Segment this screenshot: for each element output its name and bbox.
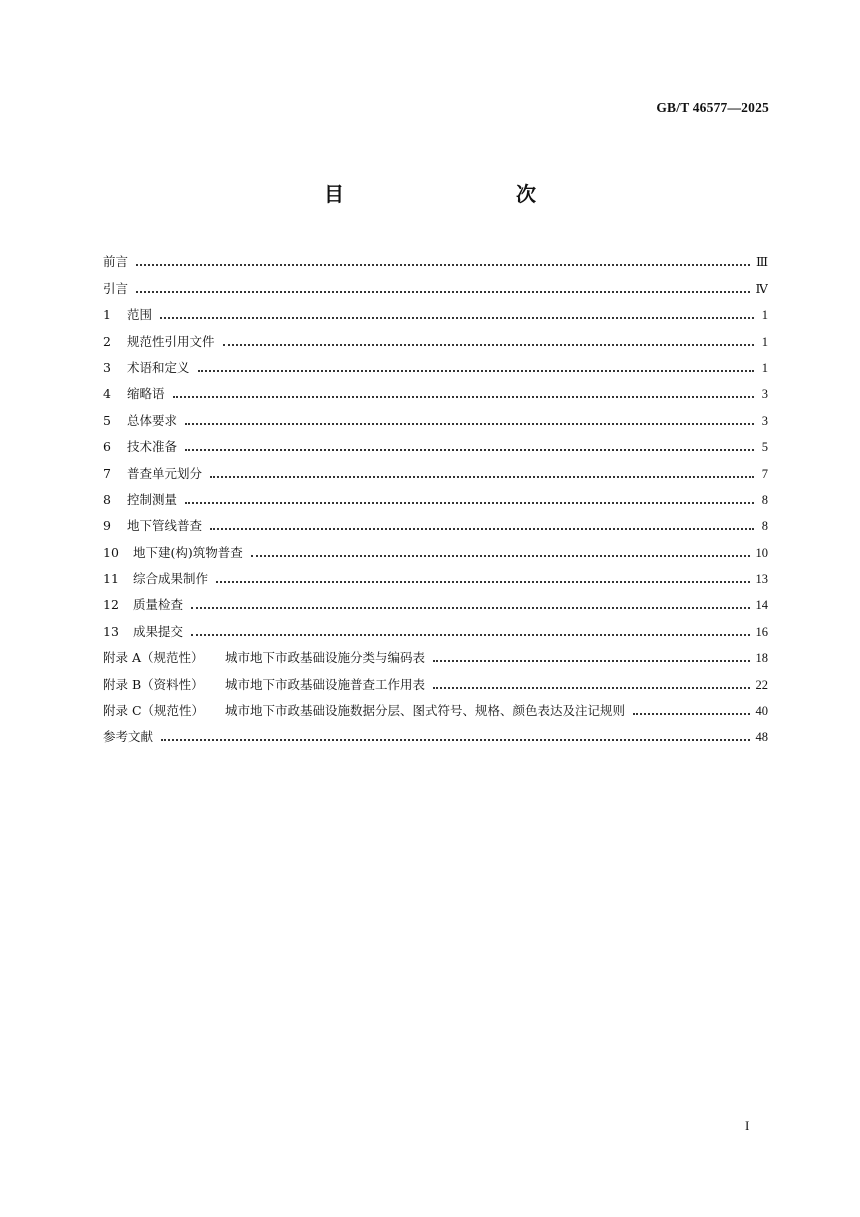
toc-entry-references[interactable] <box>103 719 768 745</box>
toc-entry-foreword[interactable] <box>103 244 768 270</box>
toc-entry-page: 40 <box>755 704 768 719</box>
toc-leader-dots <box>136 264 750 266</box>
toc-entry-9[interactable] <box>103 508 768 534</box>
toc-entry-8[interactable] <box>103 482 768 508</box>
toc-entry-number: 9 <box>103 518 111 534</box>
toc-entry-label: 普查单元划分 <box>127 465 203 481</box>
standard-code: GB/T 46577—2025 <box>656 100 769 115</box>
toc-entry-appendix-a[interactable] <box>103 640 768 666</box>
toc-leader-dots <box>223 344 754 346</box>
toc-leader-dots <box>191 607 749 609</box>
toc-entry-12[interactable] <box>103 587 768 613</box>
toc-entry-3[interactable] <box>103 350 768 376</box>
toc-leader-dots <box>433 687 749 689</box>
toc-entry-number: 13 <box>103 623 119 639</box>
toc-leader-dots <box>210 528 754 530</box>
toc-entry-number: 1 <box>103 307 111 323</box>
toc-entry-page: 48 <box>755 730 768 745</box>
toc-entry-page: 18 <box>755 651 768 666</box>
toc-leader-dots <box>160 317 754 319</box>
toc-entry-number: 5 <box>103 412 111 428</box>
toc-entry-1[interactable] <box>103 297 768 323</box>
toc-entry-11[interactable] <box>103 561 768 587</box>
toc-entry-7[interactable] <box>103 455 768 481</box>
toc-entry-label: 总体要求 <box>127 412 178 428</box>
page-number: I <box>745 1118 750 1133</box>
toc-entry-4[interactable] <box>103 376 768 402</box>
toc-entry-number: 12 <box>103 597 119 613</box>
toc-entry-label: 缩略语 <box>127 386 165 402</box>
toc-entry-number: 10 <box>103 544 119 560</box>
toc-entry-10[interactable] <box>103 534 768 560</box>
toc-leader-dots <box>210 476 754 478</box>
toc-entry-page: 8 <box>761 492 768 507</box>
toc-entry-page: 10 <box>755 545 768 560</box>
toc-entry-number: 附录 B（资料性） <box>103 676 204 692</box>
toc-entry-page: Ⅲ <box>755 255 768 270</box>
toc-entry-number: 11 <box>103 571 119 587</box>
toc-leader-dots <box>185 449 754 451</box>
toc-leader-dots <box>433 660 749 662</box>
toc-entry-number: 附录 A（规范性） <box>103 650 204 666</box>
toc-entry-number: 6 <box>103 439 111 455</box>
toc-leader-dots <box>191 634 749 636</box>
toc-entry-page: 8 <box>761 519 768 534</box>
toc-entry-number: 8 <box>103 491 111 507</box>
toc-entry-label: 城市地下市政基础设施数据分层、图式符号、规格、颜色表达及注记规则 <box>225 703 626 719</box>
toc-entry-label: 控制测量 <box>127 491 178 507</box>
toc-leader-dots <box>185 423 754 425</box>
toc-leader-dots <box>185 502 754 504</box>
toc-entry-label: 引言 <box>103 280 129 296</box>
toc-entry-page: 3 <box>761 387 768 402</box>
toc-entry-label: 术语和定义 <box>127 359 190 375</box>
toc-entry-5[interactable] <box>103 402 768 428</box>
toc-entry-6[interactable] <box>103 429 768 455</box>
toc-entry-label: 范围 <box>127 307 153 323</box>
toc-entry-13[interactable] <box>103 613 768 639</box>
toc-entry-label: 前言 <box>103 254 129 270</box>
toc-leader-dots <box>251 555 750 557</box>
toc-entry-appendix-b[interactable] <box>103 666 768 692</box>
toc-entry-page: 13 <box>755 572 768 587</box>
toc-entry-label: 城市地下市政基础设施普查工作用表 <box>225 676 426 692</box>
toc-entry-page: 14 <box>755 598 768 613</box>
toc-entry-page: 1 <box>761 360 768 375</box>
toc-entry-page: 1 <box>761 334 768 349</box>
toc-entry-label: 技术准备 <box>127 439 178 455</box>
toc-leader-dots <box>161 739 749 741</box>
toc-entry-page: 3 <box>761 413 768 428</box>
toc-entry-number: 3 <box>103 359 111 375</box>
toc-entry-number: 4 <box>103 386 111 402</box>
table-of-contents <box>103 244 768 745</box>
toc-entry-label: 城市地下市政基础设施分类与编码表 <box>225 650 426 666</box>
toc-entry-label: 地下建(构)筑物普查 <box>133 544 243 560</box>
toc-entry-page: 1 <box>761 308 768 323</box>
toc-leader-dots <box>216 581 749 583</box>
toc-entry-number: 7 <box>103 465 111 481</box>
toc-entry-page: 22 <box>755 677 768 692</box>
toc-leader-dots <box>198 370 754 372</box>
toc-entry-page: 16 <box>755 624 768 639</box>
toc-entry-label: 地下管线普查 <box>127 518 203 534</box>
toc-entry-number: 2 <box>103 333 111 349</box>
toc-entry-label: 综合成果制作 <box>133 571 209 587</box>
toc-entry-appendix-c[interactable] <box>103 693 768 719</box>
toc-entry-page: 7 <box>761 466 768 481</box>
toc-entry-label: 参考文献 <box>103 729 154 745</box>
toc-leader-dots <box>136 291 749 293</box>
toc-leader-dots <box>633 713 749 715</box>
toc-entry-2[interactable] <box>103 323 768 349</box>
toc-entry-label: 质量检查 <box>133 597 184 613</box>
toc-leader-dots <box>173 396 754 398</box>
toc-entry-introduction[interactable] <box>103 270 768 296</box>
toc-entry-number: 附录 C（规范性） <box>103 703 205 719</box>
page-title: 目 次 <box>324 182 580 206</box>
toc-entry-label: 成果提交 <box>133 623 184 639</box>
toc-entry-page: 5 <box>761 440 768 455</box>
toc-entry-page: Ⅳ <box>755 281 768 296</box>
toc-entry-label: 规范性引用文件 <box>127 333 215 349</box>
